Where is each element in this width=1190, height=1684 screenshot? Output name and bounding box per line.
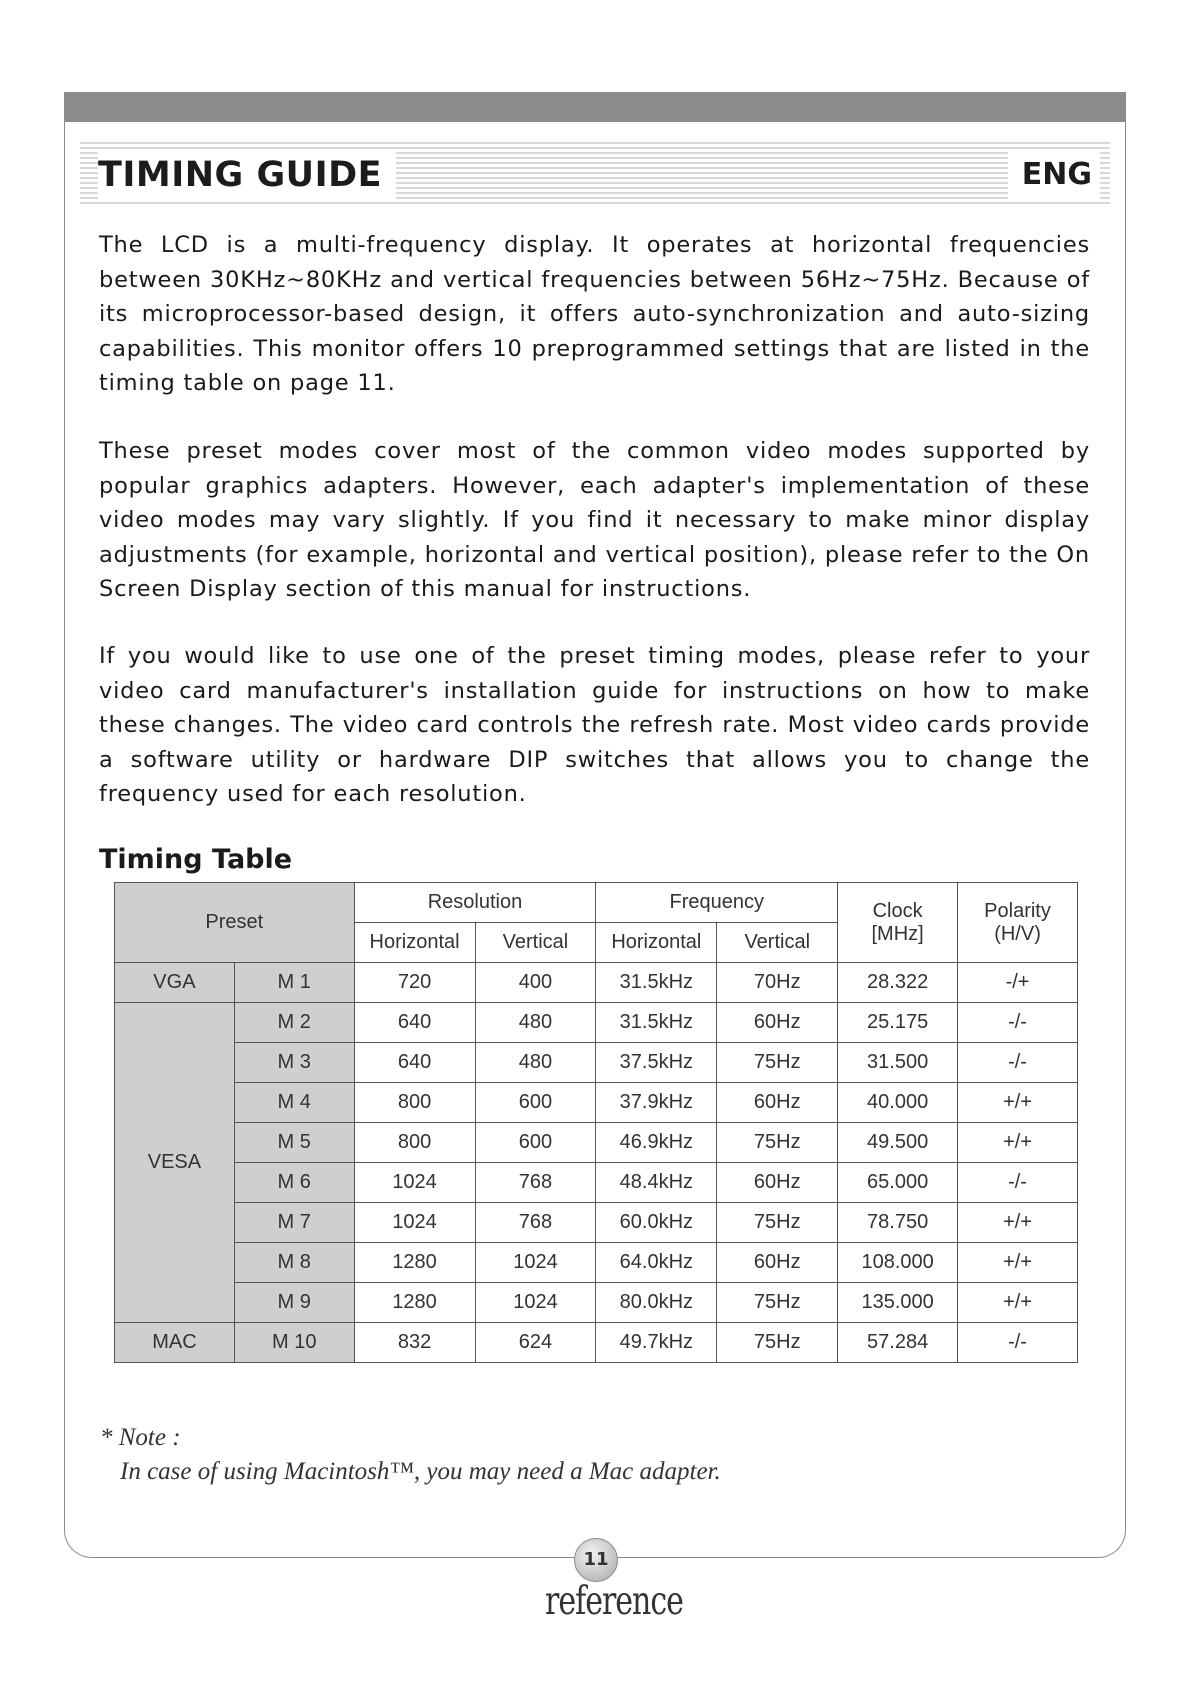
freq-v-cell: 60Hz [717,1003,838,1043]
table-row [115,1003,1078,1043]
header-resolution-vertical: Vertical [475,923,596,963]
timing-table [114,882,1078,1363]
freq-h-cell: 46.9kHz [596,1123,717,1163]
res-v-cell: 600 [475,1123,596,1163]
res-h-cell: 800 [354,1123,475,1163]
res-h-cell: 1280 [354,1243,475,1283]
mode-cell: M 3 [234,1043,354,1083]
freq-v-cell: 75Hz [717,1123,838,1163]
table-row [115,1243,1078,1283]
clock-cell: 31.500 [838,1043,958,1083]
clock-cell: 65.000 [838,1163,958,1203]
page-title: TIMING GUIDE [98,150,396,200]
polarity-cell: -/- [958,1003,1078,1043]
freq-h-cell: 37.9kHz [596,1083,717,1123]
res-h-cell: 800 [354,1083,475,1123]
top-bar [64,92,1126,122]
res-v-cell: 480 [475,1003,596,1043]
res-h-cell: 720 [354,963,475,1003]
header-polarity-label: Polarity [984,899,1051,922]
res-v-cell: 1024 [475,1243,596,1283]
polarity-cell: -/- [958,1043,1078,1083]
header-preset: Preset [115,883,355,963]
mode-cell: M 4 [234,1083,354,1123]
polarity-cell: +/+ [958,1203,1078,1243]
header-polarity-unit: (H/V) [994,922,1041,945]
group-mac: MAC [115,1323,235,1363]
res-h-cell: 832 [354,1323,475,1363]
mode-cell: M 6 [234,1163,354,1203]
freq-h-cell: 37.5kHz [596,1043,717,1083]
freq-h-cell: 48.4kHz [596,1163,717,1203]
footer-section-label: reference [545,1578,683,1625]
mode-cell: M 10 [234,1323,354,1363]
mode-cell: M 5 [234,1123,354,1163]
res-v-cell: 400 [475,963,596,1003]
res-v-cell: 1024 [475,1283,596,1323]
page-number-badge: 11 [574,1538,618,1582]
freq-h-cell: 49.7kHz [596,1323,717,1363]
mode-cell: M 9 [234,1283,354,1323]
res-v-cell: 768 [475,1203,596,1243]
paragraph-preset-modes: These preset modes cover most of the common video modes supported by popular graphics adapters. However, each adapter's implementation of these video modes may vary slightly. If you find it necessary to make minor display adjustments (for example, horizontal and vertical position), please refer to the On Screen Display section of this manual for instructions. [99,438,1090,602]
timing-table-title: Timing Table [99,844,293,875]
header-resolution: Resolution [354,883,596,923]
freq-v-cell: 75Hz [717,1283,838,1323]
language-tag: ENG [1008,150,1100,200]
freq-h-cell: 80.0kHz [596,1283,717,1323]
res-h-cell: 640 [354,1043,475,1083]
clock-cell: 78.750 [838,1203,958,1243]
polarity-cell: -/- [958,1323,1078,1363]
mode-cell: M 8 [234,1243,354,1283]
polarity-cell: -/+ [958,963,1078,1003]
res-h-cell: 1024 [354,1163,475,1203]
polarity-cell: +/+ [958,1123,1078,1163]
group-vga: VGA [115,963,235,1003]
group-vesa: VESA [115,1003,235,1323]
clock-cell: 40.000 [838,1083,958,1123]
clock-cell: 135.000 [838,1283,958,1323]
polarity-cell: +/+ [958,1243,1078,1283]
paragraph-intro: The LCD is a multi-frequency display. It operates at horizontal frequencies between 30KHz~80KHz and vertical frequencies between 56Hz~75Hz. Because of its microprocessor-based design, it offers auto-synchronization and auto-sizing capabilities. This monitor offers 10 preprogrammed settings that are listed in the timing table on page 11. [99,232,1090,396]
table-row [115,1043,1078,1083]
res-h-cell: 1280 [354,1283,475,1323]
header-clock [838,883,958,963]
table-row [115,1123,1078,1163]
header-clock-label: Clock [872,899,923,922]
table-row [115,1203,1078,1243]
table-row [115,1163,1078,1203]
table-row [115,1083,1078,1123]
freq-h-cell: 60.0kHz [596,1203,717,1243]
polarity-cell: -/- [958,1163,1078,1203]
clock-cell: 108.000 [838,1243,958,1283]
table-row [115,1283,1078,1323]
res-v-cell: 600 [475,1083,596,1123]
polarity-cell: +/+ [958,1283,1078,1323]
note-text: In case of using Macintosh™, you may need a Mac adapter. [120,1458,721,1485]
freq-h-cell: 31.5kHz [596,963,717,1003]
mode-cell: M 1 [234,963,354,1003]
freq-h-cell: 31.5kHz [596,1003,717,1043]
header-resolution-horizontal: Horizontal [354,923,475,963]
clock-cell: 28.322 [838,963,958,1003]
note-label: * Note : [100,1424,181,1451]
header-clock-unit: [MHz] [871,922,924,945]
freq-v-cell: 75Hz [717,1203,838,1243]
freq-v-cell: 75Hz [717,1043,838,1083]
freq-v-cell: 60Hz [717,1083,838,1123]
clock-cell: 57.284 [838,1323,958,1363]
polarity-cell: +/+ [958,1083,1078,1123]
table-row [115,1323,1078,1363]
res-h-cell: 1024 [354,1203,475,1243]
paragraph-video-card: If you would like to use one of the preset timing modes, please refer to your video card manufacturer's installation guide for instructions on how to make these changes. The video card controls the refresh rate. Most video cards provide a software utility or hardware DIP switches that allows you to change the frequency used for each resolution. [99,643,1090,807]
header-frequency-vertical: Vertical [717,923,838,963]
freq-v-cell: 60Hz [717,1163,838,1203]
clock-cell: 49.500 [838,1123,958,1163]
freq-v-cell: 75Hz [717,1323,838,1363]
freq-v-cell: 60Hz [717,1243,838,1283]
mode-cell: M 7 [234,1203,354,1243]
res-h-cell: 640 [354,1003,475,1043]
header-frequency-horizontal: Horizontal [596,923,717,963]
res-v-cell: 624 [475,1323,596,1363]
mode-cell: M 2 [234,1003,354,1043]
header-polarity [958,883,1078,963]
clock-cell: 25.175 [838,1003,958,1043]
freq-h-cell: 64.0kHz [596,1243,717,1283]
table-row [115,963,1078,1003]
freq-v-cell: 70Hz [717,963,838,1003]
header-frequency: Frequency [596,883,838,923]
res-v-cell: 768 [475,1163,596,1203]
res-v-cell: 480 [475,1043,596,1083]
